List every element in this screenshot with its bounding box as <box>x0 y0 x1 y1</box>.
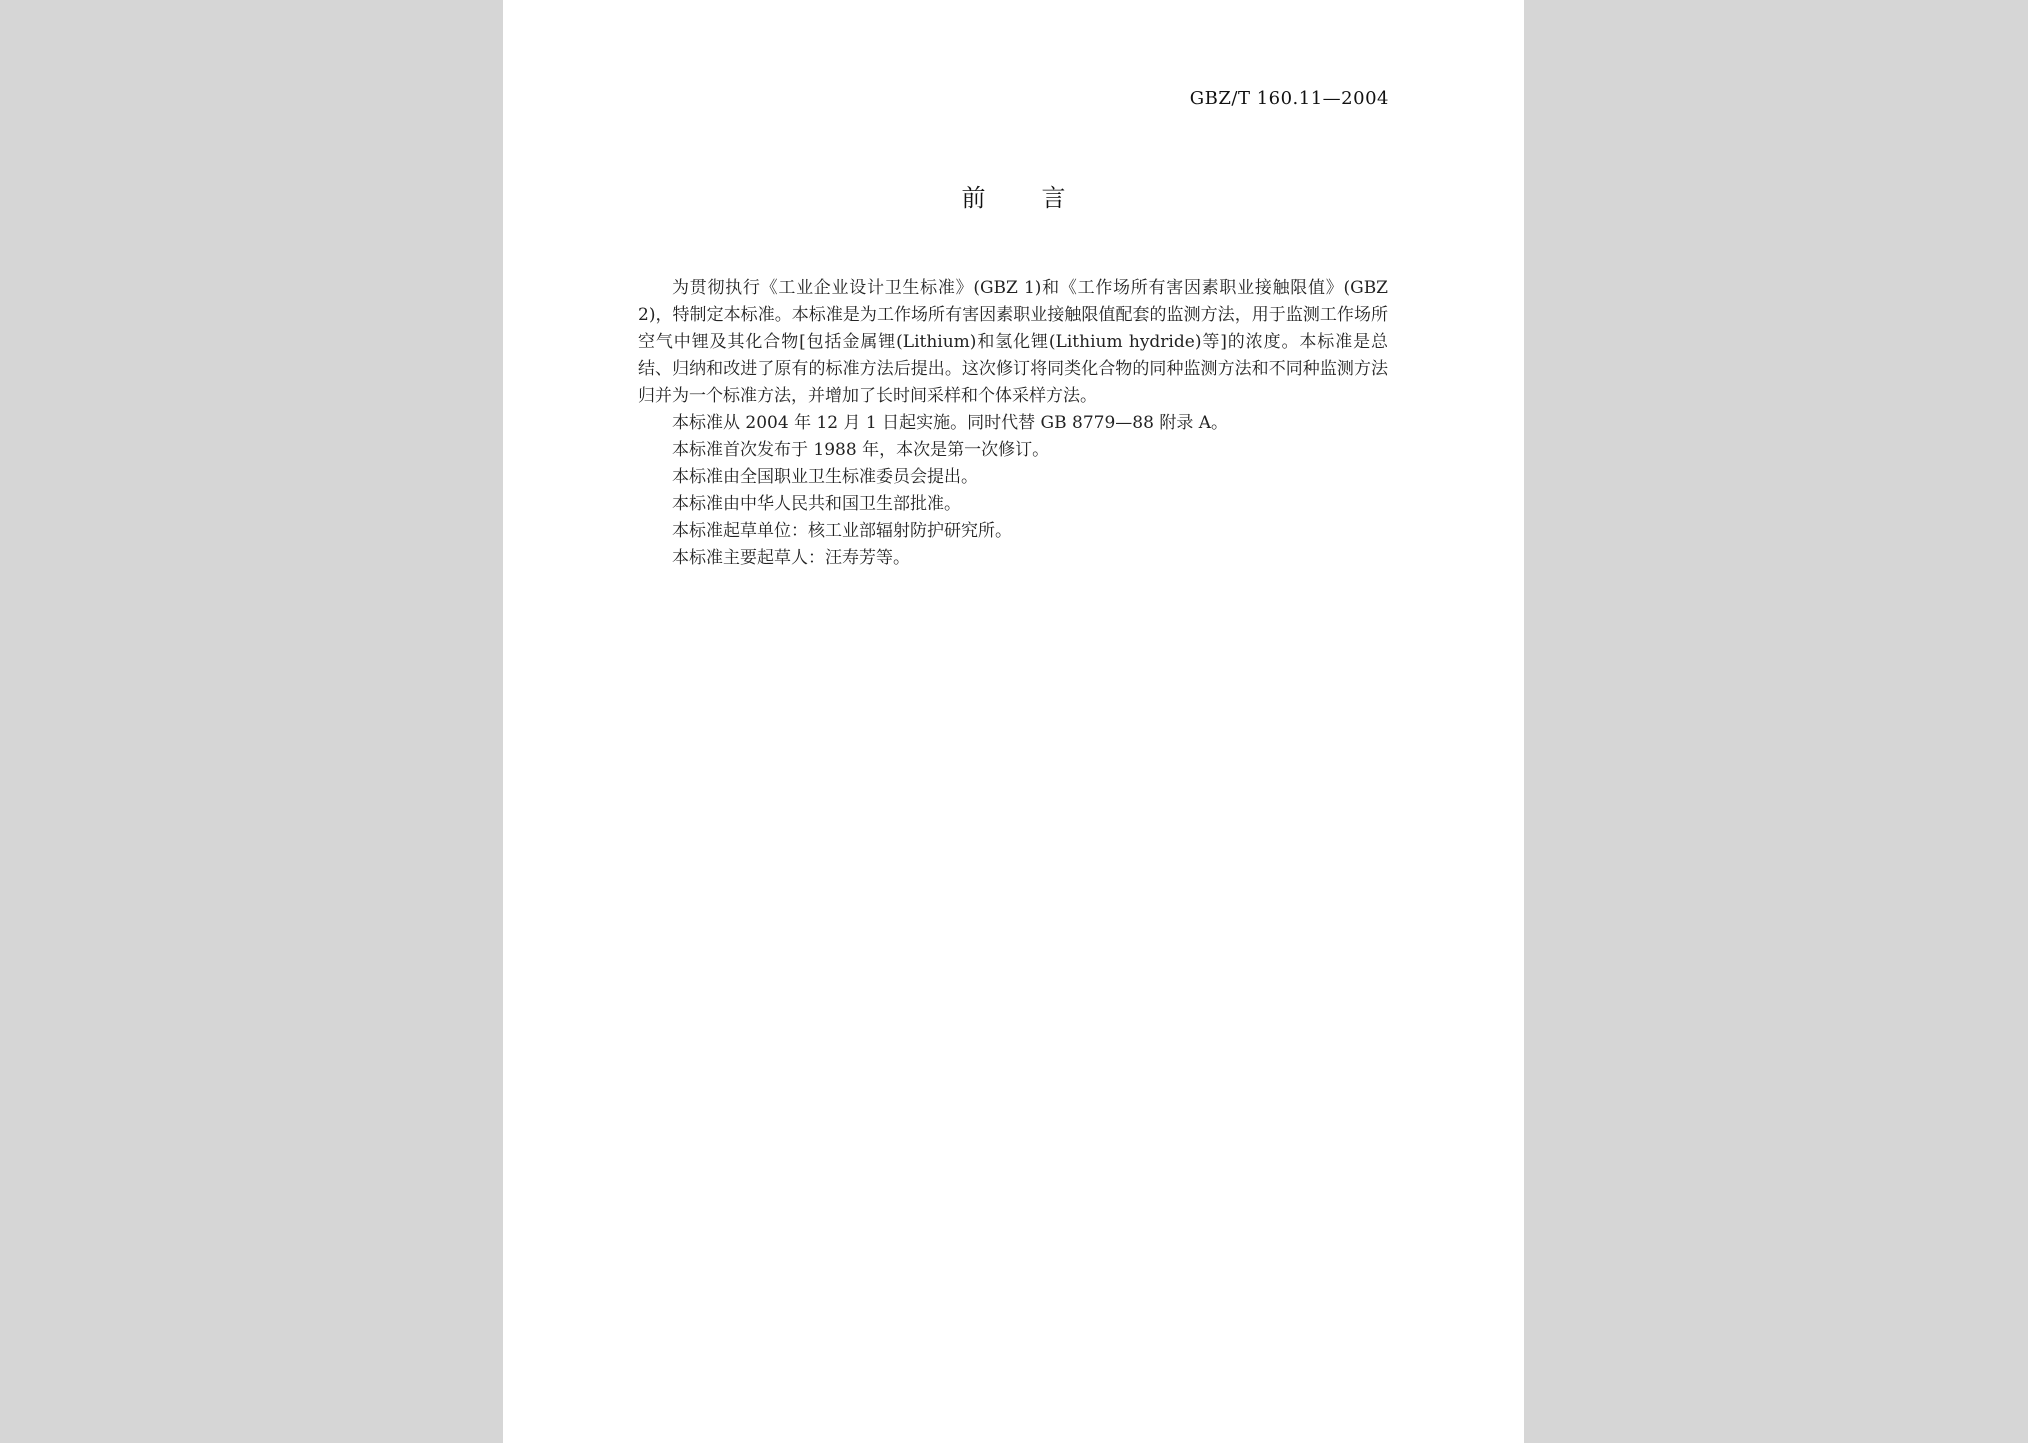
paragraph: 本标准从 2004 年 12 月 1 日起实施。同时代替 GB 8779—88 附录 A。 <box>672 413 1228 433</box>
page-title <box>503 178 1524 213</box>
paragraph: 本标准首次发布于 1988 年，本次是第一次修订。 <box>672 440 1050 460</box>
paragraph: 为贯彻执行《工业企业设计卫生标准》(GBZ 1)和《工作场所有害因素职业接触限值》(GBZ 2)，特制定本标准。本标准是为工作场所有害因素职业接触限值配套的监测方法，用于监测工作场所空气中锂及其化合物[包括金属锂(Lithium)和氢化锂(Lithium hydride)等]的浓度。本标准是总结、归纳和改进了原有的标准方法后提出。这次修订将同类化合物的同种监测方法和不同种监测方法归并为一个标准方法，并增加了长时间采样和个体采样方法。 <box>638 278 1388 406</box>
paragraph: 本标准由全国职业卫生标准委员会提出。 <box>672 467 978 487</box>
paragraph: 本标准主要起草人：汪寿芳等。 <box>672 548 910 568</box>
paragraph: 本标准起草单位：核工业部辐射防护研究所。 <box>672 521 1012 541</box>
standard-code: GBZ/T 160.11—2004 <box>1189 88 1389 109</box>
foreword-body <box>638 275 1388 572</box>
paragraph: 本标准由中华人民共和国卫生部批准。 <box>672 494 961 514</box>
title-char-2: 言 <box>1041 184 1066 212</box>
title-char-1: 前 <box>961 184 986 212</box>
document-page <box>503 0 1524 1443</box>
